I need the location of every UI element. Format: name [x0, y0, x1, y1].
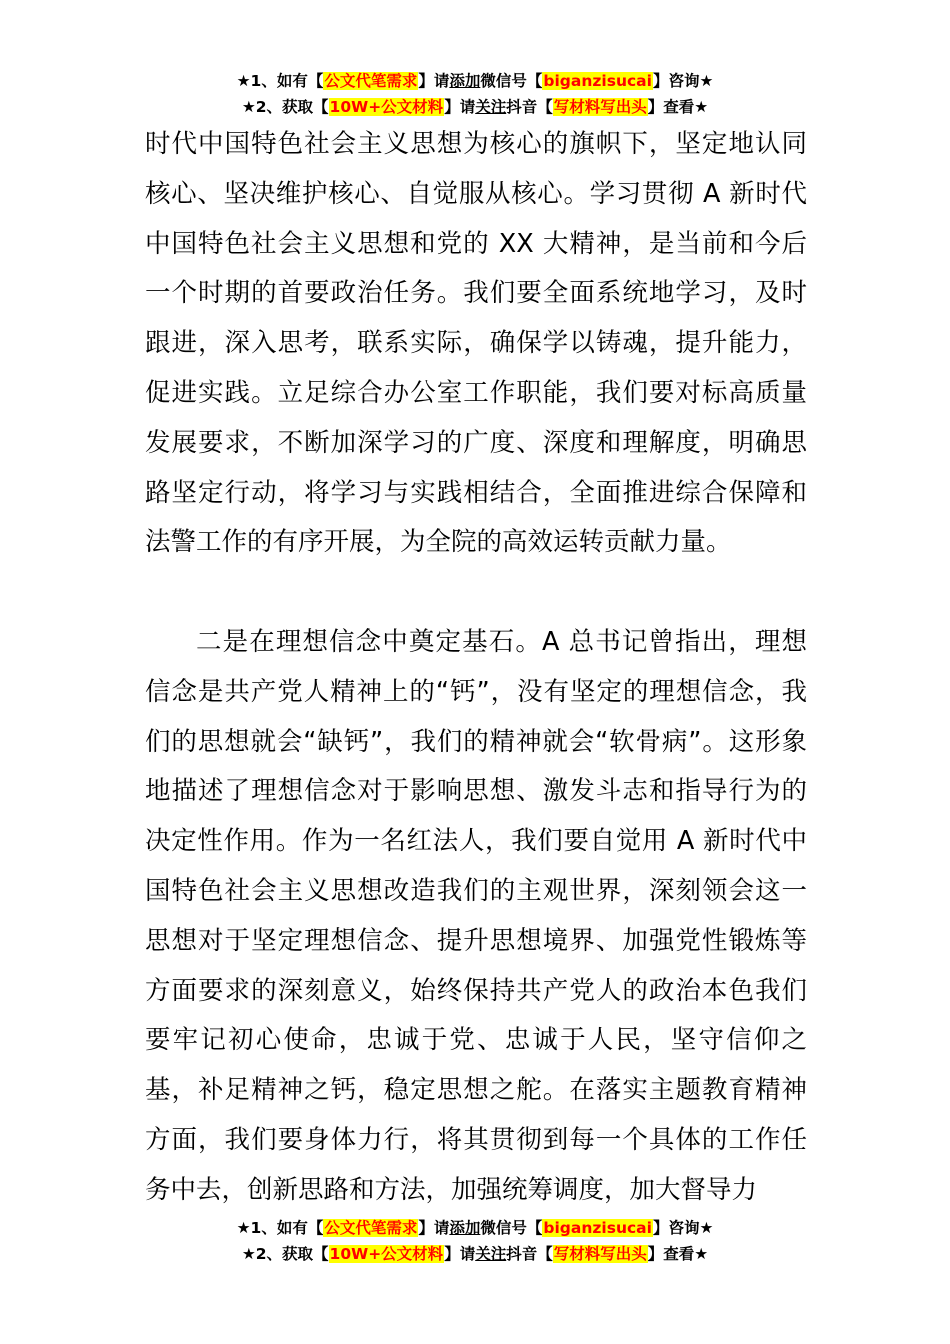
banner-text: 】咨询★ [652, 72, 714, 90]
underline-add: 添加 [449, 72, 481, 90]
banner-text: ★1、如有【 [236, 72, 324, 90]
banner-line-1 [0, 1215, 950, 1241]
banner-text: 微信号【 [480, 1219, 543, 1237]
document-body [145, 120, 807, 1216]
banner-text: 】请 [418, 72, 450, 90]
banner-text: 微信号【 [480, 72, 543, 90]
banner-text: 抖音【 [506, 1245, 553, 1263]
banner-text: 】请 [444, 98, 476, 116]
highlight-materials: 10W+公文材料 [329, 98, 444, 116]
underline-add: 添加 [449, 1219, 481, 1237]
highlight-wechat-id: biganzisucai [543, 1219, 652, 1237]
banner-text: ★2、获取【 [241, 98, 329, 116]
highlight-writing-service: 公文代笔需求 [324, 72, 418, 90]
banner-text: ★1、如有【 [236, 1219, 324, 1237]
banner-text: 】请 [444, 1245, 476, 1263]
banner-line-2 [0, 94, 950, 120]
banner-text: 】查看★ [647, 1245, 709, 1263]
highlight-writing-service: 公文代笔需求 [324, 1219, 418, 1237]
banner-text: 】咨询★ [652, 1219, 714, 1237]
underline-follow: 关注 [475, 98, 507, 116]
paragraph-1: 时代中国特色社会主义思想为核心的旗帜下，坚定地认同核心、坚决维护核心、自觉服从核心。学习贯彻 A 新时代中国特色社会主义思想和党的 XX 大精神，是当前和今后一个时期的首要政治任务。我们要全面系统地学习，及时跟进，深入思考，联系实际，确保学以铸魂，提升能力，促进实践。立足综合办公室工作职能，我们要对标高质量发展要求，不断加深学习的广度、深度和理解度，明确思路坚定行动，将学习与实践相结合，全面推进综合保障和法警工作的有序开展，为全院的高效运转贡献力量。 [145, 129, 807, 558]
highlight-douyin-account: 写材料写出头 [553, 1245, 647, 1263]
banner-text: 抖音【 [506, 98, 553, 116]
highlight-douyin-account: 写材料写出头 [553, 98, 647, 116]
banner-text: 】查看★ [647, 98, 709, 116]
header-banner [0, 68, 950, 120]
highlight-materials: 10W+公文材料 [329, 1245, 444, 1263]
footer-banner [0, 1215, 950, 1267]
underline-follow: 关注 [475, 1245, 507, 1263]
banner-line-1 [0, 68, 950, 94]
paragraph-gap [145, 568, 807, 618]
banner-text: 】请 [418, 1219, 450, 1237]
highlight-wechat-id: biganzisucai [543, 72, 652, 90]
paragraph-2: 二是在理想信念中奠定基石。A 总书记曾指出，理想信念是共产党人精神上的“钙”，没有坚定的理想信念，我们的思想就会“缺钙”，我们的精神就会“软骨病”。这形象地描述了理想信念对于影响思想、激发斗志和指导行为的决定性作用。作为一名红法人，我们要自觉用 A 新时代中国特色社会主义思想改造我们的主观世界，深刻领会这一思想对于坚定理想信念、提升思想境界、加强党性锻炼等方面要求的深刻意义，始终保持共产党人的政治本色我们要牢记初心使命，忠诚于党、忠诚于人民，坚守信仰之基，补足精神之钙，稳定思想之舵。在落实主题教育精神方面，我们要身体力行，将其贯彻到每一个具体的工作任务中去，创新思路和方法，加强统筹调度，加大督导力 [145, 626, 807, 1205]
banner-line-2 [0, 1241, 950, 1267]
banner-text: ★2、获取【 [241, 1245, 329, 1263]
